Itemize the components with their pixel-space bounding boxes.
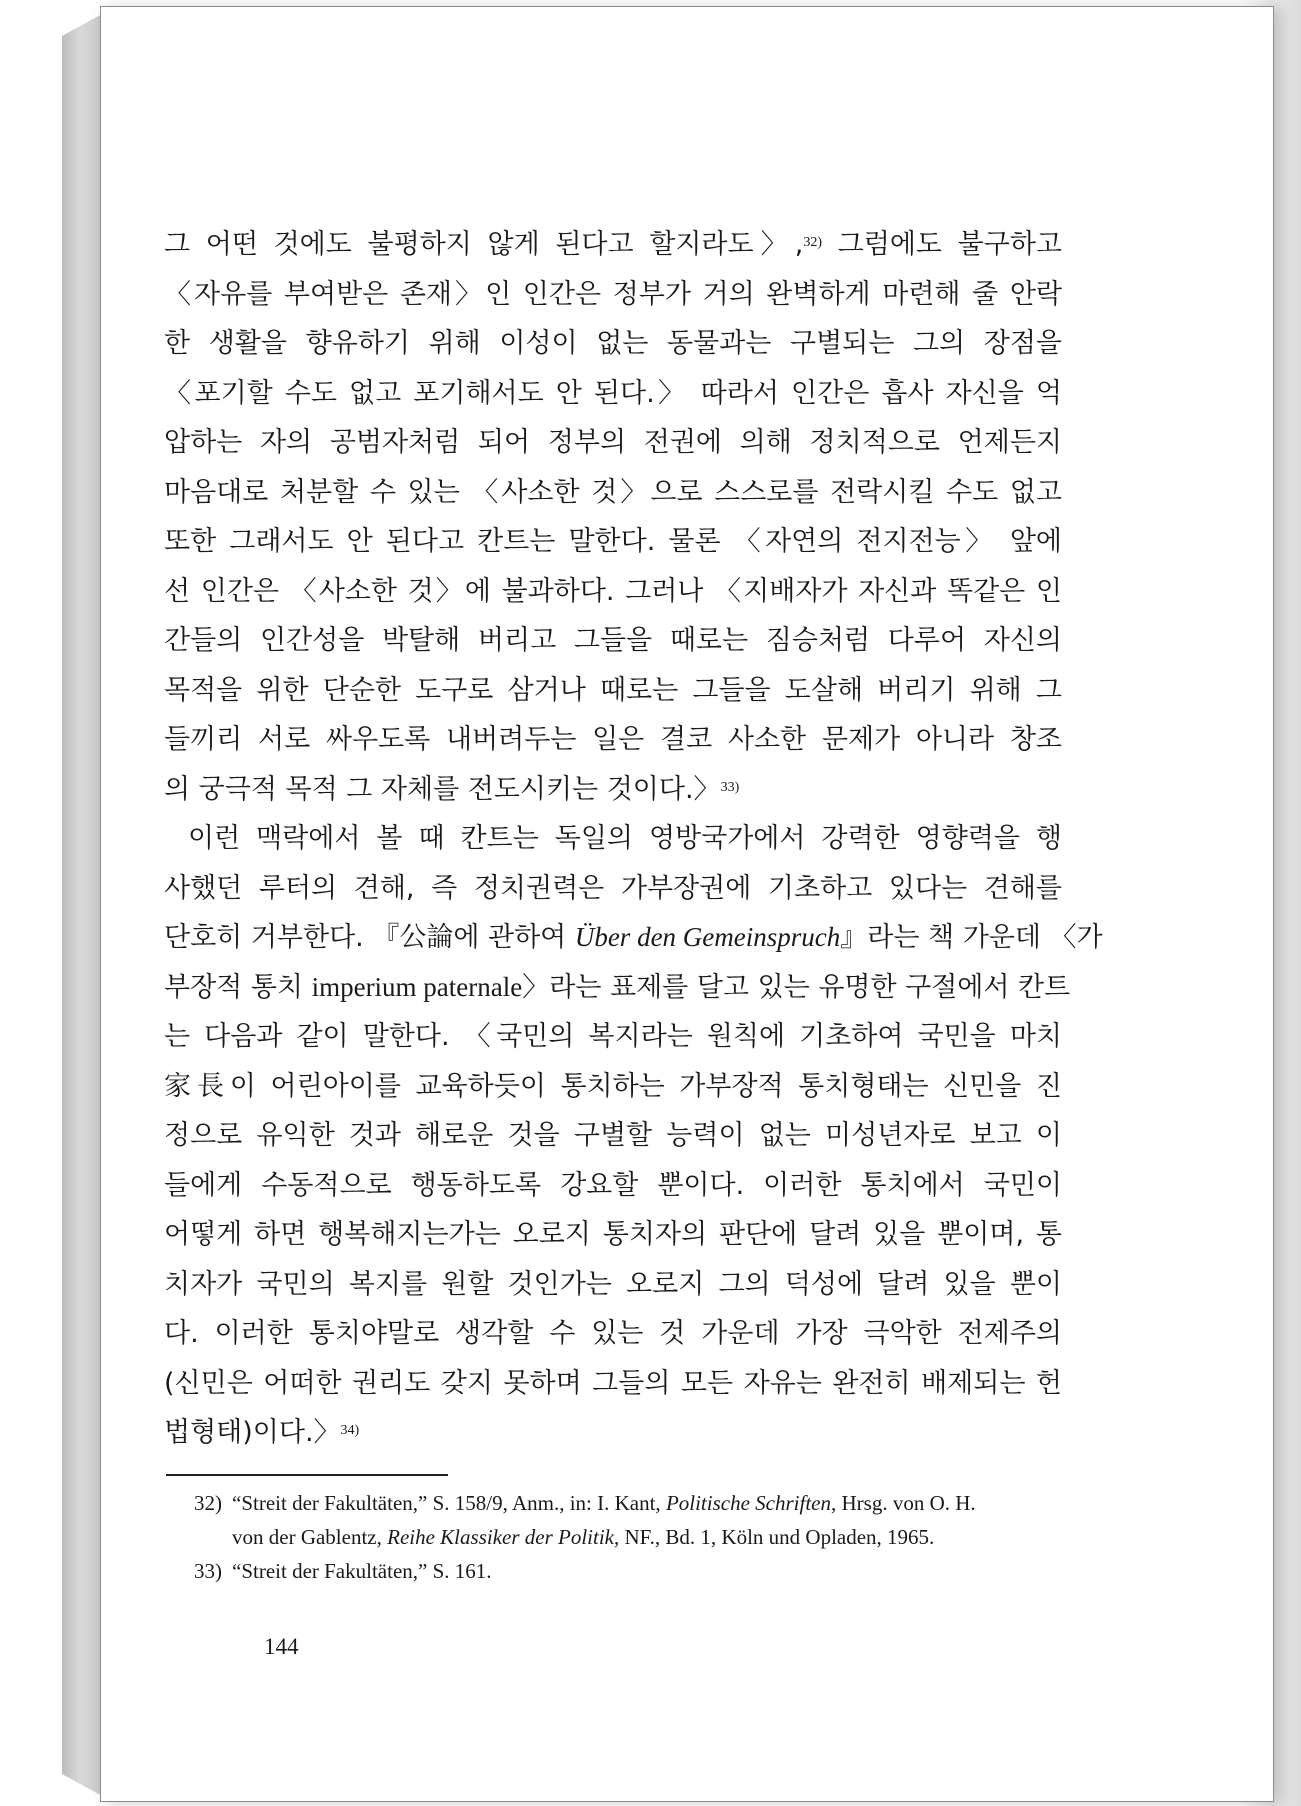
book-title: Über den Gemeinspruch	[574, 922, 841, 952]
footnote-text: “Streit der Fakultäten,” S. 158/9, Anm., in: I. Kant,	[232, 1491, 666, 1515]
text-line	[164, 517, 1062, 567]
text-segment: 한 생활을 향유하기 위해 이성이 없는 동물과는 구별되는 그의 장점을	[164, 328, 1062, 359]
text-line	[164, 220, 1062, 270]
footnote-series: Reihe Klassiker der Politik	[387, 1525, 614, 1549]
text-line	[164, 1359, 1062, 1409]
body-text	[164, 220, 1103, 1458]
page-number: 144	[264, 1634, 299, 1659]
text-segment: 압하는 자의 공범자처럼 되어 정부의 전권에 의해 정치적으로 언제든지	[164, 427, 1062, 458]
text-segment: 다. 이러한 통치야말로 생각할 수 있는 것 가운데 가장 극악한 전제주의	[164, 1318, 1062, 1349]
footnote-title: Politische Schriften	[665, 1491, 831, 1515]
text-line	[164, 1408, 1062, 1458]
text-segment: 단호히 거부한다. 『公論에 관하여	[164, 922, 575, 953]
text-segment: 〈자유를 부여받은 존재〉인 인간은 정부가 거의 완벽하게 마련해 줄 안락	[164, 278, 1062, 310]
footnote-text: “Streit der Fakultäten,” S. 161.	[232, 1559, 492, 1583]
footnote-ref: 34)	[340, 1423, 360, 1438]
text-segment: 치자가 국민의 복지를 원할 것인가는 오로지 그의 덕성에 달려 있을 뿐이	[164, 1268, 1062, 1300]
text-line	[164, 369, 1062, 419]
footnote-number: 33)	[194, 1559, 222, 1583]
latin-term: imperium paternale	[311, 971, 523, 1002]
text-segment: 들에게 수동적으로 행동하도록 강요할 뿐이다. 이러한 통치에서 국민이	[164, 1169, 1062, 1201]
text-line	[164, 913, 1103, 963]
text-line	[164, 616, 1062, 666]
text-segment: 〉라는 표제를 달고 있는 유명한 구절에서 칸트	[522, 971, 1071, 1003]
text-line	[164, 1210, 1062, 1260]
footnote-number: 32)	[194, 1491, 222, 1515]
text-line	[164, 567, 1062, 617]
text-segment: (신민은 어떠한 권리도 갖지 못하며 그들의 모든 자유는 완전히 배제되는 헌	[164, 1367, 1062, 1399]
text-segment: 』라는 책 가운데 〈가	[840, 922, 1103, 953]
text-line	[164, 1161, 1062, 1211]
text-line	[164, 418, 1062, 468]
text-line	[164, 765, 1062, 815]
text-segment: 그럼에도 불구하고	[822, 229, 1062, 260]
footnote-32-continued	[166, 1520, 1064, 1554]
text-line	[164, 963, 1071, 1013]
footnote-32	[166, 1486, 1064, 1520]
text-line	[164, 1111, 1062, 1161]
text-line	[164, 1260, 1062, 1310]
text-segment: 는 다음과 같이 말한다. 〈국민의 복지라는 원칙에 기초하여 국민을 마치	[164, 1021, 1062, 1052]
text-segment: 들끼리 서로 싸우도록 내버려두는 일은 결코 사소한 문제가 아니라 창조	[164, 724, 1062, 755]
text-line	[164, 270, 1062, 320]
footnote-rule	[166, 1474, 448, 1476]
footnote-text: von der Gablentz,	[232, 1525, 388, 1549]
text-segment: 家長이 어린아이를 교육하듯이 통치하는 가부장적 통치형태는 신민을 진	[164, 1070, 1062, 1102]
text-segment: 부장적 통치	[164, 971, 312, 1003]
text-line	[164, 864, 1062, 914]
text-line	[164, 468, 1062, 518]
footnotes	[166, 1486, 1064, 1588]
footnote-ref: 33)	[720, 779, 740, 795]
text-segment: 마음대로 처분할 수 있는 〈사소한 것〉으로 스스로를 전락시킬 수도 없고	[164, 476, 1062, 508]
text-segment: 사했던 루터의 견해, 즉 정치권력은 가부장권에 기초하고 있다는 견해를	[164, 872, 1062, 904]
footnote-ref: 32)	[803, 235, 822, 250]
text-line	[164, 814, 1062, 864]
text-segment: 그 어떤 것에도 불평하지 않게 된다고 할지라도〉,	[164, 229, 804, 260]
footnote-text: , Hrsg. von O. H.	[830, 1491, 976, 1515]
text-line	[164, 1012, 1062, 1062]
book-edge	[62, 14, 102, 1796]
text-segment: 의 궁극적 목적 그 자체를 전도시키는 것이다.〉	[164, 773, 721, 805]
text-segment: 어떻게 하면 행복해지는가는 오로지 통치자의 판단에 달려 있을 뿐이며, 통	[164, 1219, 1062, 1250]
footnote-text: , NF., Bd. 1, Köln und Opladen, 1965.	[614, 1525, 935, 1549]
text-segment: 법형태)이다.〉	[164, 1417, 341, 1448]
text-segment: 정으로 유익한 것과 해로운 것을 구별할 능력이 없는 미성년자로 보고 이	[164, 1120, 1062, 1151]
text-segment: 간들의 인간성을 박탈해 버리고 그들을 때로는 짐승처럼 다루어 자신의	[164, 625, 1062, 656]
text-segment: 선 인간은 〈사소한 것〉에 불과하다. 그러나 〈지배자가 자신과 똑같은 인	[164, 575, 1062, 607]
text-segment: 〈포기할 수도 없고 포기해서도 안 된다.〉 따라서 인간은 흡사 자신을 억	[164, 377, 1062, 409]
text-line	[164, 666, 1062, 716]
text-line	[164, 1309, 1062, 1359]
text-line	[164, 319, 1062, 369]
text-line	[164, 715, 1062, 765]
text-segment: 이런 맥락에서 볼 때 칸트는 독일의 영방국가에서 강력한 영향력을 행	[188, 823, 1062, 854]
text-line	[164, 1062, 1062, 1112]
text-segment: 목적을 위한 단순한 도구로 삼거나 때로는 그들을 도살해 버리기 위해 그	[164, 674, 1062, 706]
footnote-33	[166, 1554, 1064, 1588]
text-segment: 또한 그래서도 안 된다고 칸트는 말한다. 물론 〈자연의 전지전능〉 앞에	[164, 526, 1062, 557]
